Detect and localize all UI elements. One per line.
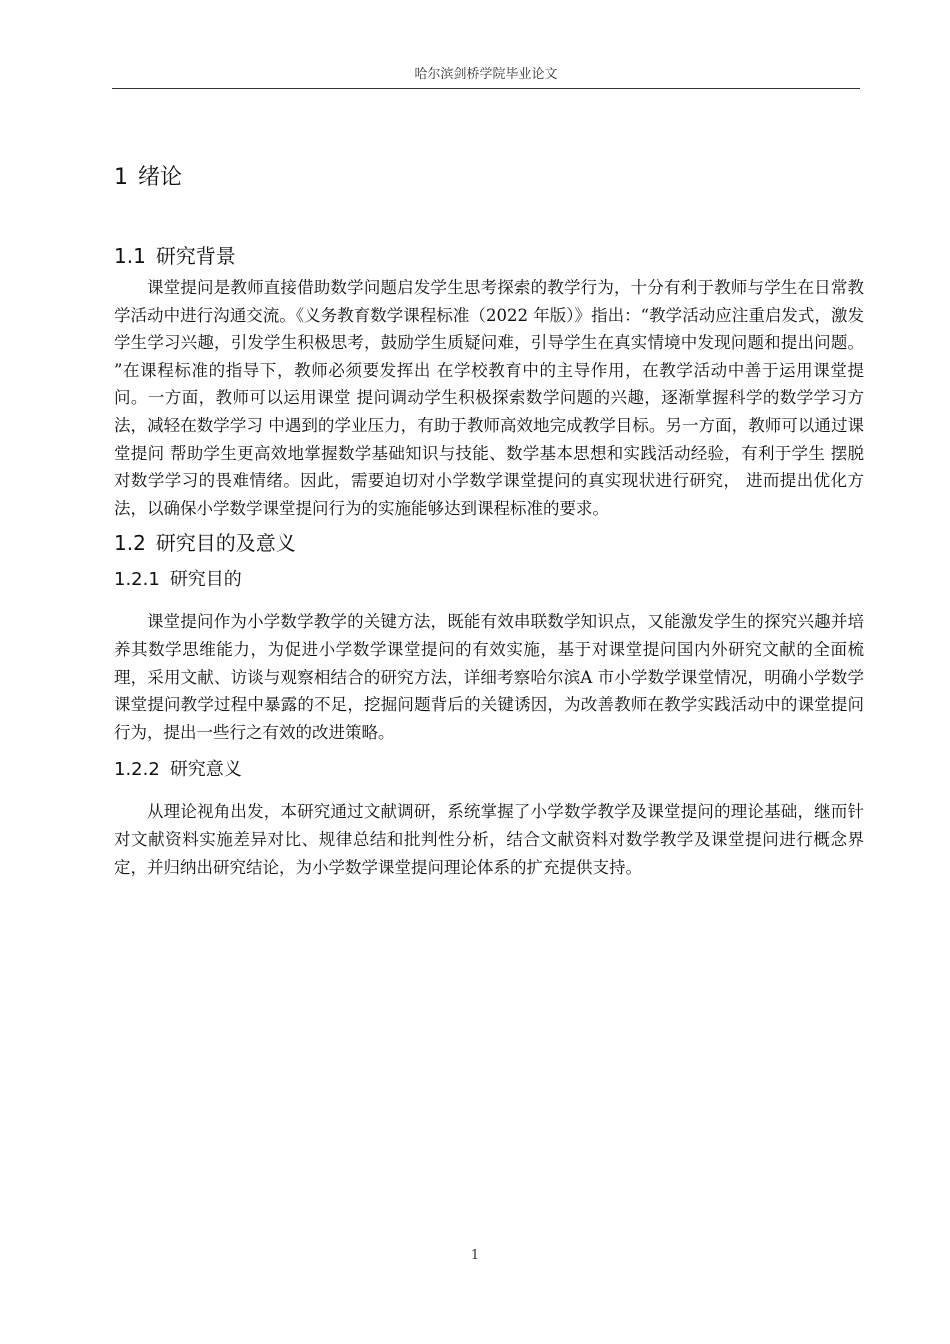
paragraph-significance: 从理论视角出发，本研究通过文献调研，系统掌握了小学数学教学及课堂提问的理论基础，继而针对文献资料实施差异对比、规律总结和批判性分析，结合文献资料对数学教学及课堂提问进行概念界定，并归纳出研究结论，为小学数学课堂提问理论体系的扩充提供支持。 [114,802,864,877]
chapter-number: 1 [114,165,128,190]
subsection-heading-1-2-2 [114,754,864,786]
chapter-title: 绪论 [138,165,183,190]
page-header [112,64,860,89]
section-number: 1.2 [114,531,146,556]
paragraph-background: 课堂提问是教师直接借助数学问题启发学生思考探索的教学行为，十分有利于教师与学生在日常教学活动中进行沟通交流。《义务教育数学课程标准（2022 年版）》指出：“教学活动应注重启发式，激发学生学习兴趣，引发学生积极思考，鼓励学生质疑问难，引导学生在真实情境中发现问题和提出问题。 ”在课程标准的指导下，教师必须要发挥出 在学校教育中的主导作用，在教学活动中善于运用课堂提问。一方面，教师可以运用课堂 提问调动学生积极探索数学问题的兴趣，逐渐掌握科学的数学学习方法，减轻在数学学习 中遇到的学业压力，有助于教师高效地完成教学目标。另一方面，教师可以通过课堂提问 帮助学生更高效地掌握数学基础知识与技能、数学基本思想和实践活动经验，有利于学生 摆脱对数学学习的畏难情绪。因此，需要迫切对小学数学课堂提问的真实现状进行研究， 进而提出优化方法，以确保小学数学课堂提问行为的实施能够达到课程标准的要求。 [114,278,864,518]
header-title: 哈尔滨剑桥学院毕业论文 [414,67,558,82]
paragraph-purpose: 课堂提问作为小学数学教学的关键方法，既能有效串联数学知识点，又能激发学生的探究兴趣并培养其数学思维能力，为促进小学数学课堂提问的有效实施，基于对课堂提问国内外研究文献的全面梳理，采用文献、访谈与观察相结合的研究方法，详细考察哈尔滨A 市小学数学课堂情况，明确小学数学课堂提问教学过程中暴露的不足，挖掘问题背后的关键诱因，为改善教师在教学实践活动中的课堂提问行为，提出一些行之有效的改进策略。 [114,612,864,742]
subsection-number: 1.2.2 [114,759,160,781]
section-number: 1.1 [114,244,146,268]
document-body [114,160,864,881]
subsection-title: 研究意义 [169,759,242,781]
section-heading-1-2 [114,526,864,560]
subsection-heading-1-2-1 [114,564,864,596]
page-number: 1 [470,1248,480,1263]
subsection-number: 1.2.1 [114,569,160,591]
chapter-heading [114,160,864,196]
section-title: 研究目的及意义 [155,531,296,556]
section-heading-1-1 [114,239,864,273]
section-title: 研究背景 [155,244,236,268]
subsection-title: 研究目的 [169,569,242,591]
